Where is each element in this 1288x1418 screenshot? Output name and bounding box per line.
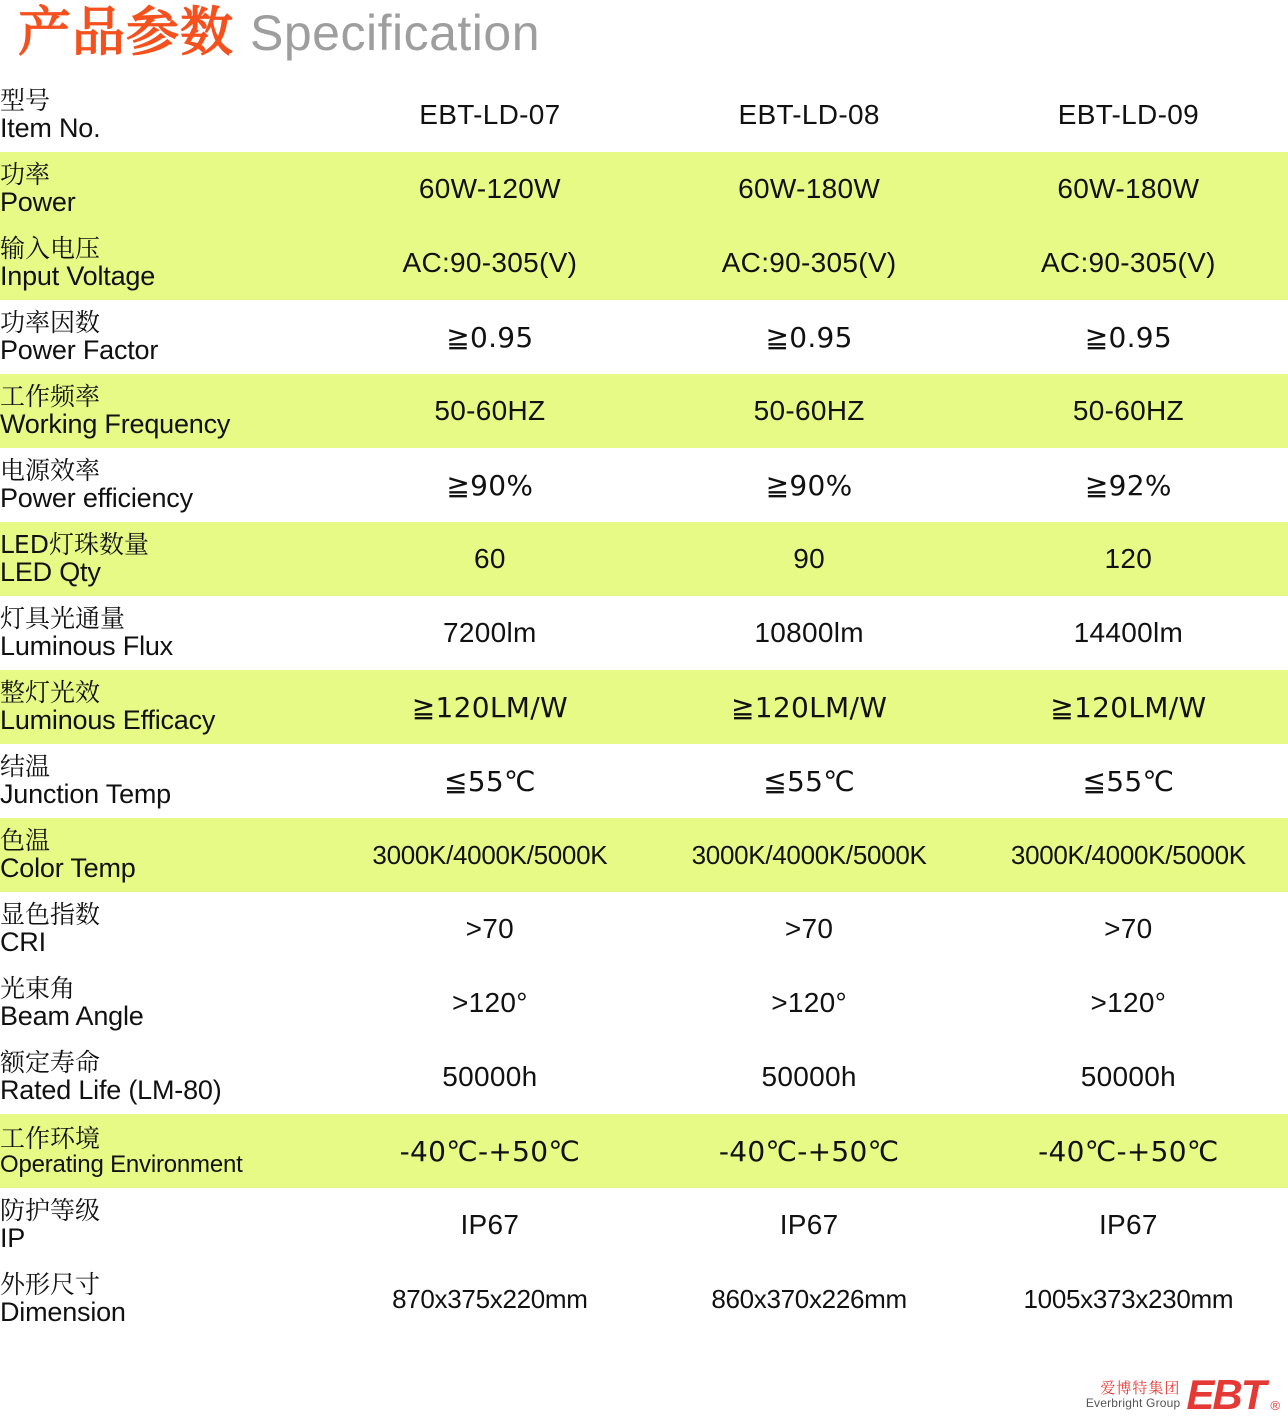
table-row <box>0 78 1288 152</box>
row-value: 60 <box>330 522 649 596</box>
row-value: 60W-120W <box>330 152 649 226</box>
row-value: >70 <box>330 892 649 966</box>
table-row <box>0 152 1288 226</box>
table-row <box>0 522 1288 596</box>
row-label-cn: 型号 <box>0 85 51 115</box>
row-label <box>0 152 330 226</box>
brand-logo <box>1085 1371 1280 1418</box>
brand-name-cn: 爱博特集团 <box>1100 1378 1181 1397</box>
row-label-cn: 输入电压 <box>0 233 101 263</box>
row-value: ≦55℃ <box>969 744 1288 818</box>
table-row <box>0 818 1288 892</box>
row-value: 60W-180W <box>969 152 1288 226</box>
row-value: 50000h <box>330 1040 649 1114</box>
row-label-en: IP <box>0 1222 26 1253</box>
row-label <box>0 226 330 300</box>
table-row <box>0 374 1288 448</box>
row-label-cn: 电源效率 <box>0 455 101 485</box>
row-value: 50-60HZ <box>330 374 649 448</box>
row-label-cn: 结温 <box>0 751 51 781</box>
table-row <box>0 596 1288 670</box>
row-value: 3000K/4000K/5000K <box>969 818 1288 892</box>
table-row <box>0 300 1288 374</box>
row-label-cn: 防护等级 <box>0 1195 101 1225</box>
row-value: -40℃-+50℃ <box>330 1114 649 1188</box>
row-value: ≧120LM/W <box>330 670 649 744</box>
row-label-en: Rated Life (LM-80) <box>0 1074 222 1105</box>
row-value: EBT-LD-09 <box>969 78 1288 152</box>
row-value: 1005x373x230mm <box>969 1262 1288 1336</box>
row-label-cn: 整灯光效 <box>0 677 101 707</box>
row-label-cn: LED灯珠数量 <box>0 529 149 559</box>
row-value: -40℃-+50℃ <box>649 1114 968 1188</box>
row-value: ≧120LM/W <box>969 670 1288 744</box>
row-value: 14400lm <box>969 596 1288 670</box>
row-value: AC:90-305(V) <box>969 226 1288 300</box>
table-row <box>0 1262 1288 1336</box>
row-label-cn: 额定寿命 <box>0 1047 101 1077</box>
table-row <box>0 892 1288 966</box>
row-value: 50-60HZ <box>969 374 1288 448</box>
row-label-cn: 功率 <box>0 159 51 189</box>
row-value: 50000h <box>649 1040 968 1114</box>
row-value: >120° <box>330 966 649 1040</box>
row-label-en: Luminous Flux <box>0 630 173 661</box>
row-label <box>0 522 330 596</box>
page-header <box>0 0 1288 78</box>
row-value: ≧0.95 <box>649 300 968 374</box>
row-value: ≧0.95 <box>969 300 1288 374</box>
page-title-cn: 产品参数 <box>18 2 234 63</box>
row-label <box>0 818 330 892</box>
row-value: AC:90-305(V) <box>330 226 649 300</box>
row-label <box>0 374 330 448</box>
row-value: 60W-180W <box>649 152 968 226</box>
registered-trademark-icon: ® <box>1270 1398 1280 1413</box>
row-label-en: CRI <box>0 926 46 957</box>
row-value: IP67 <box>330 1188 649 1262</box>
row-label <box>0 78 330 152</box>
row-value: ≧90% <box>330 448 649 522</box>
table-row <box>0 1114 1288 1188</box>
row-label <box>0 1262 330 1336</box>
row-label-cn: 功率因数 <box>0 307 101 337</box>
row-label-en: Luminous Efficacy <box>0 704 216 735</box>
row-value: EBT-LD-08 <box>649 78 968 152</box>
row-value: AC:90-305(V) <box>649 226 968 300</box>
row-value: 3000K/4000K/5000K <box>330 818 649 892</box>
row-value: 50-60HZ <box>649 374 968 448</box>
row-value: 90 <box>649 522 968 596</box>
row-value: ≧92% <box>969 448 1288 522</box>
brand-text <box>1086 1380 1181 1413</box>
specification-table <box>0 78 1288 1336</box>
table-row <box>0 966 1288 1040</box>
row-value: 3000K/4000K/5000K <box>649 818 968 892</box>
brand-name-en: Everbright Group <box>1085 1396 1181 1411</box>
row-label-cn: 光束角 <box>0 973 76 1003</box>
row-label <box>0 300 330 374</box>
row-label-cn: 工作环境 <box>0 1123 101 1153</box>
table-row <box>0 1188 1288 1262</box>
row-value: IP67 <box>649 1188 968 1262</box>
row-value: 860x370x226mm <box>649 1262 968 1336</box>
row-value: >70 <box>649 892 968 966</box>
row-value: -40℃-+50℃ <box>969 1114 1288 1188</box>
row-label <box>0 448 330 522</box>
row-label <box>0 1040 330 1114</box>
row-value: ≧90% <box>649 448 968 522</box>
table-row <box>0 1040 1288 1114</box>
row-label-en: Power <box>0 186 76 217</box>
row-label-en: Power Factor <box>0 334 159 365</box>
row-label-en: LED Qty <box>0 556 101 587</box>
row-label-en: Item No. <box>0 112 101 143</box>
row-label <box>0 670 330 744</box>
row-value: IP67 <box>969 1188 1288 1262</box>
row-label-en: Color Temp <box>0 852 136 883</box>
row-value: ≦55℃ <box>330 744 649 818</box>
row-label <box>0 892 330 966</box>
row-label <box>0 1188 330 1262</box>
row-value: ≦55℃ <box>649 744 968 818</box>
row-label-en: Beam Angle <box>0 1000 144 1031</box>
row-label-cn: 工作频率 <box>0 381 101 411</box>
row-value: ≧0.95 <box>330 300 649 374</box>
row-label-cn: 外形尺寸 <box>0 1269 101 1299</box>
row-label <box>0 744 330 818</box>
row-value: >120° <box>649 966 968 1040</box>
row-value: 870x375x220mm <box>330 1262 649 1336</box>
row-value: 10800lm <box>649 596 968 670</box>
row-label-en: Working Frequency <box>0 408 231 439</box>
row-label-en: Operating Environment <box>0 1150 243 1178</box>
row-value: 120 <box>969 522 1288 596</box>
row-value: 50000h <box>969 1040 1288 1114</box>
row-value: >120° <box>969 966 1288 1040</box>
row-label-cn: 显色指数 <box>0 899 101 929</box>
row-label-en: Junction Temp <box>0 778 172 809</box>
row-label-cn: 灯具光通量 <box>0 603 126 633</box>
row-value: ≧120LM/W <box>649 670 968 744</box>
row-label <box>0 596 330 670</box>
row-label-en: Input Voltage <box>0 260 156 291</box>
row-label-en: Dimension <box>0 1296 126 1327</box>
row-value: 7200lm <box>330 596 649 670</box>
row-label <box>0 1114 330 1188</box>
row-label <box>0 966 330 1040</box>
row-label-en: Power efficiency <box>0 482 193 513</box>
row-value: >70 <box>969 892 1288 966</box>
table-row <box>0 226 1288 300</box>
row-value: EBT-LD-07 <box>330 78 649 152</box>
row-label-cn: 色温 <box>0 825 51 855</box>
table-row <box>0 448 1288 522</box>
page-title-en: Specification <box>250 5 540 61</box>
table-row <box>0 670 1288 744</box>
brand-mark: EBT <box>1186 1371 1265 1418</box>
table-row <box>0 744 1288 818</box>
